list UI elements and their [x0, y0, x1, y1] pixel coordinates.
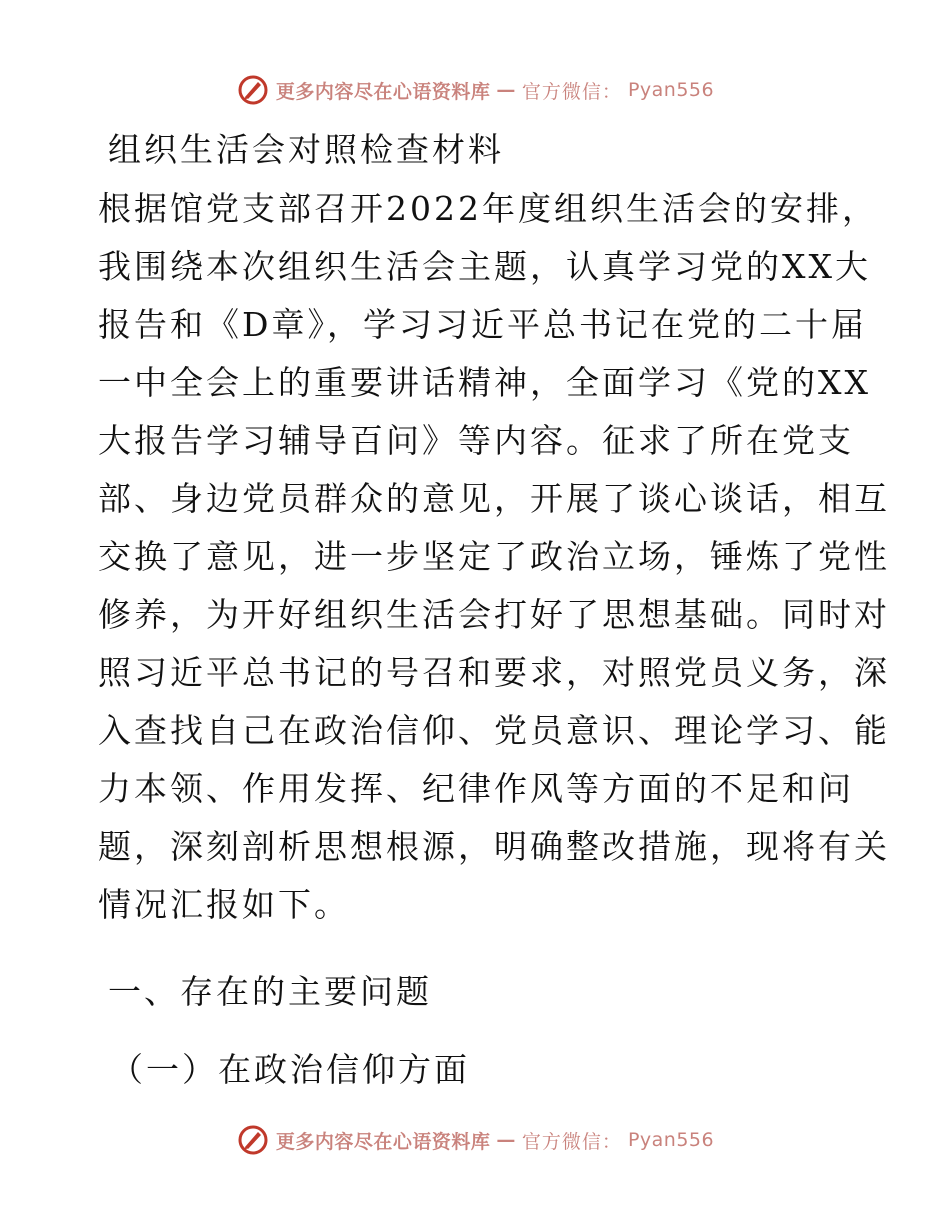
paragraph-line: 照习近平总书记的号召和要求，对照党员义务，深 [98, 653, 890, 692]
paragraph-line: 修养，为开好组织生活会打好了思想基础。同时对 [98, 595, 890, 634]
section-heading: 一、存在的主要问题 [108, 972, 432, 1011]
quill-logo-icon [236, 73, 270, 107]
paragraph-line: 力本领、作用发挥、纪律作风等方面的不足和问 [98, 769, 854, 808]
paragraph-line: 入查找自己在政治信仰、党员意识、理论学习、能 [98, 711, 890, 750]
paragraph-line: 题，深刻剖析思想根源，明确整改措施，现将有关 [98, 827, 890, 866]
paragraph-line: 根据馆党支部召开2022年度组织生活会的安排， [98, 189, 878, 228]
paragraph-line: 交换了意见，进一步坚定了政治立场，锤炼了党性 [98, 537, 890, 576]
paragraph-line: 一中全会上的重要讲话精神，全面学习《党的XX [98, 363, 871, 402]
watermark-official-label: 官方微信： [521, 1130, 622, 1153]
paragraph-line: 我围绕本次组织生活会主题，认真学习党的XX大 [98, 247, 871, 286]
watermark-dash: — [496, 1129, 516, 1151]
paragraph-line: 情况汇报如下。 [98, 885, 350, 924]
document-title: 组织生活会对照检查材料 [108, 130, 504, 169]
header-watermark [0, 70, 950, 110]
footer-watermark [0, 1120, 950, 1160]
quill-logo-icon [236, 1123, 270, 1157]
watermark-wechat-id: Pyan556 [627, 79, 715, 101]
watermark-wechat-id: Pyan556 [627, 1129, 715, 1151]
paragraph-line: 报告和《D章》，学习习近平总书记在党的二十届 [98, 305, 867, 344]
paragraph-line: 大报告学习辅导百问》等内容。征求了所在党支 [98, 421, 854, 460]
paragraph-line: 部、身边党员群众的意见，开展了谈心谈话，相互 [98, 479, 890, 518]
watermark-brand-text: 更多内容尽在心语资料库 [275, 80, 491, 103]
watermark-dash: — [496, 79, 516, 101]
subsection-heading: （一）在政治信仰方面 [110, 1050, 470, 1089]
watermark-brand-text: 更多内容尽在心语资料库 [275, 1130, 491, 1153]
body-paragraph [98, 180, 890, 934]
watermark-official-label: 官方微信： [521, 80, 622, 103]
